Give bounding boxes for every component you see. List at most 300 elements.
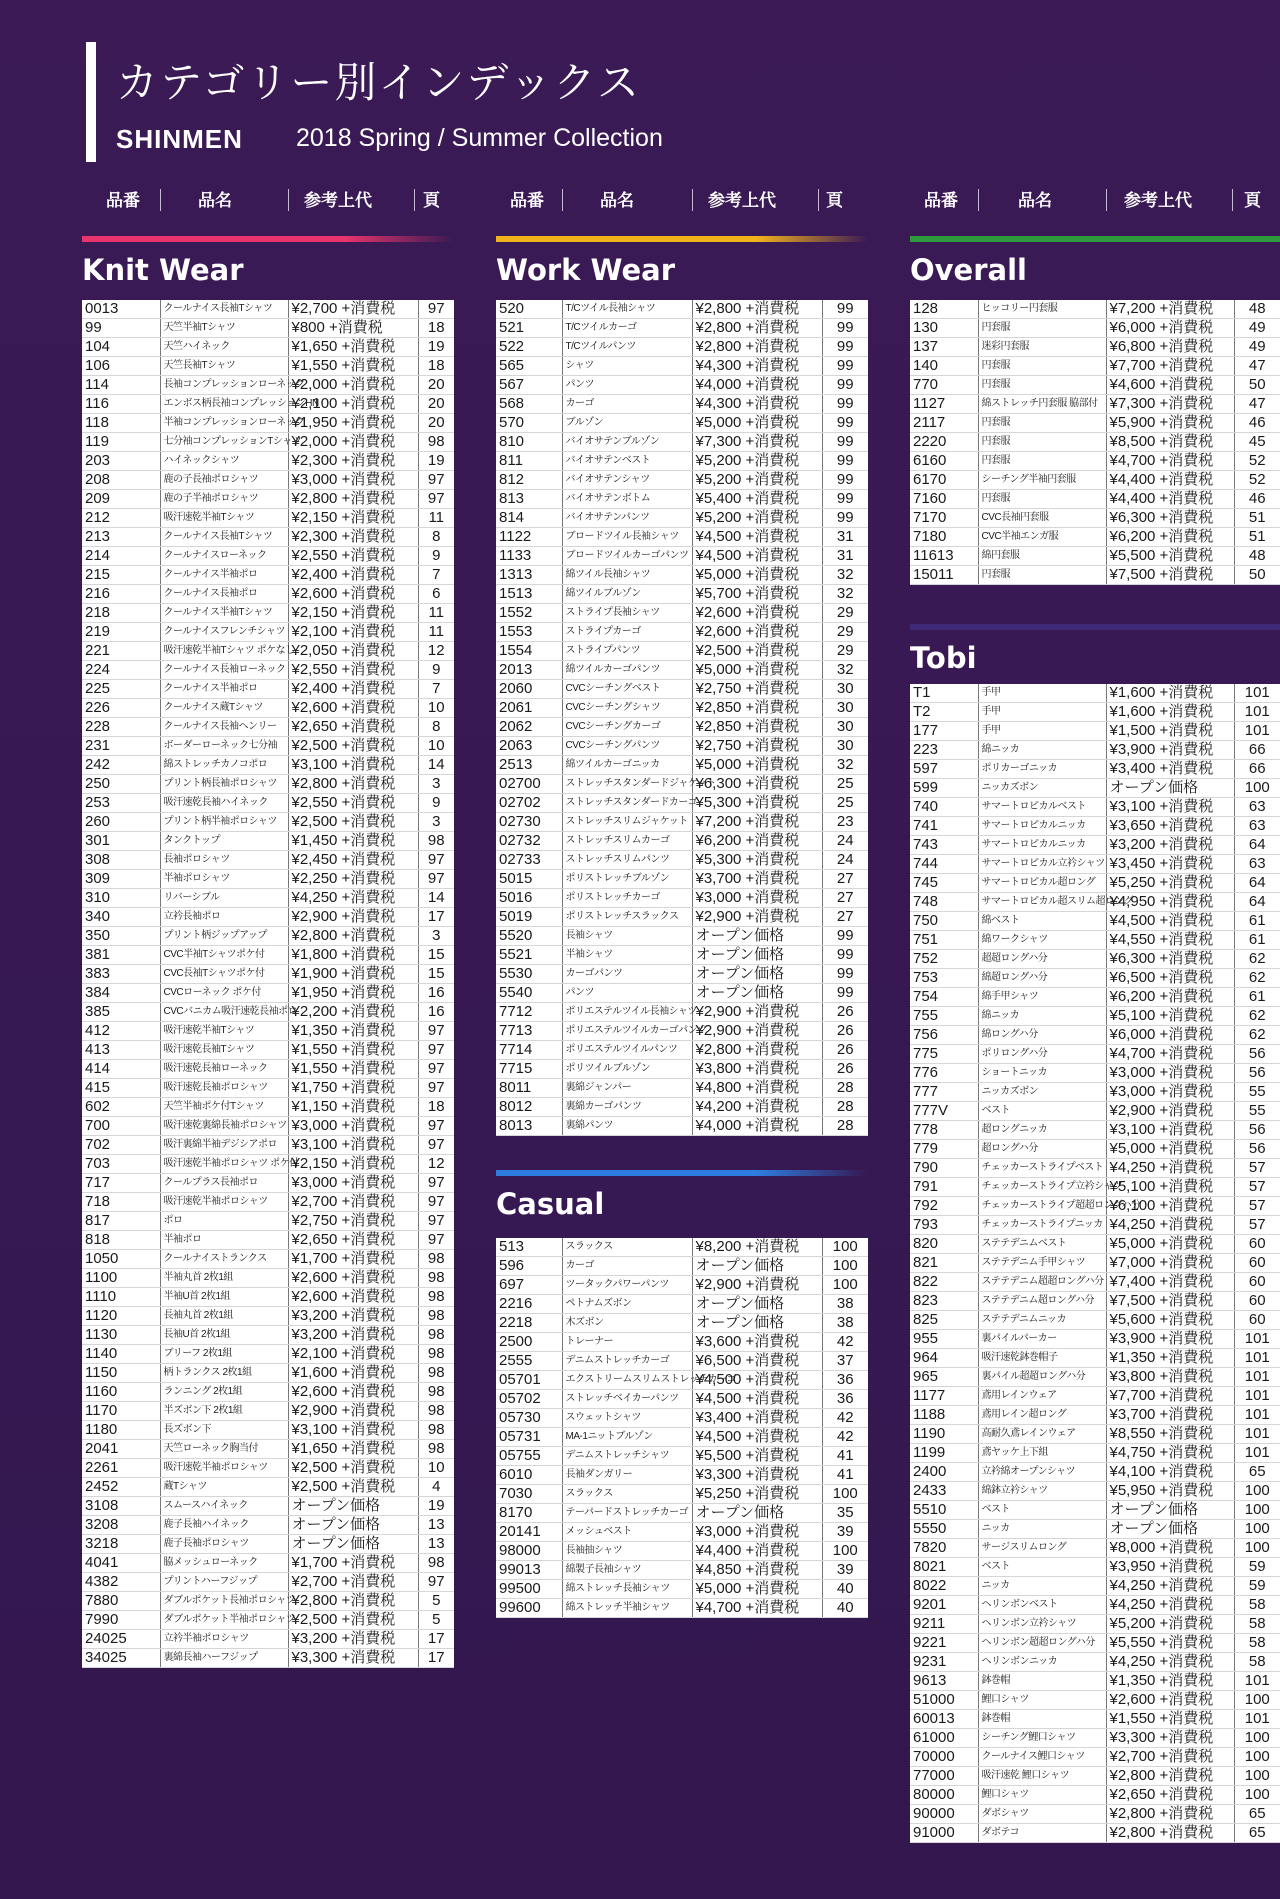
item-price: ¥4,500 +消費税	[692, 1428, 822, 1447]
item-page: 101	[1234, 1425, 1280, 1444]
item-code: 216	[82, 585, 160, 604]
column-header-page: 頁	[423, 191, 440, 211]
table-row	[82, 642, 454, 661]
item-page: 27	[822, 908, 868, 927]
item-name: クールナイス半袖Tシャツ	[160, 604, 288, 623]
brand-name: SHINMEN	[116, 124, 243, 154]
item-page: 31	[822, 528, 868, 547]
item-page: 24	[822, 851, 868, 870]
table-row	[910, 1121, 1280, 1140]
table-row	[82, 1250, 454, 1269]
table-row	[496, 965, 868, 984]
item-page: 98	[418, 1307, 454, 1326]
item-page: 98	[418, 832, 454, 851]
table-row	[82, 1630, 454, 1649]
table-row	[82, 471, 454, 490]
table-row	[910, 1710, 1280, 1729]
section-overall	[910, 236, 1280, 290]
item-page: 100	[1234, 1482, 1280, 1501]
item-price: ¥4,250 +消費税	[1106, 1596, 1234, 1615]
overall-table	[910, 300, 1280, 585]
item-name: T/Cツイルカーゴ	[562, 319, 692, 338]
table-row	[910, 1634, 1280, 1653]
item-name: 半袖丸首 2枚1組	[160, 1269, 288, 1288]
item-name: ポリツイルブルゾン	[562, 1060, 692, 1079]
item-name: 吸汗速乾裏綿長袖ポロシャツ	[160, 1117, 288, 1136]
item-name: ヘリンボンニッカ	[978, 1653, 1106, 1672]
item-code: 6010	[496, 1466, 562, 1485]
item-code: 520	[496, 300, 562, 319]
table-row	[910, 566, 1280, 585]
item-price: ¥2,800 +消費税	[1106, 1767, 1234, 1786]
item-price: ¥3,300 +消費税	[692, 1466, 822, 1485]
item-page: 32	[822, 585, 868, 604]
table-row	[496, 490, 868, 509]
item-name: 吸汗速乾長袖Tシャツ	[160, 1041, 288, 1060]
item-name: ポリストレッチカーゴ	[562, 889, 692, 908]
item-name: 立衿綿オープンシャツ	[978, 1463, 1106, 1482]
item-code: 777	[910, 1083, 978, 1102]
item-name: メッシュベスト	[562, 1523, 692, 1542]
item-name: サマートロピカル超ロング	[978, 874, 1106, 893]
item-page: 12	[418, 642, 454, 661]
item-page: 99	[822, 376, 868, 395]
item-name: クールナイストランクス	[160, 1250, 288, 1269]
table-row	[82, 1364, 454, 1383]
item-page: 101	[1234, 1406, 1280, 1425]
table-row	[496, 376, 868, 395]
table-row	[910, 414, 1280, 433]
item-price: ¥7,500 +消費税	[1106, 1292, 1234, 1311]
table-row	[82, 1269, 454, 1288]
item-page: 98	[418, 1364, 454, 1383]
item-name: 半袖ポロシャツ	[160, 870, 288, 889]
item-name: 円套服	[978, 376, 1106, 395]
item-code: 221	[82, 642, 160, 661]
item-page: 101	[1234, 1387, 1280, 1406]
item-name: 高耐久鳶レインウェア	[978, 1425, 1106, 1444]
item-price: ¥5,000 +消費税	[1106, 1140, 1234, 1159]
item-code: 602	[82, 1098, 160, 1117]
table-row	[496, 813, 868, 832]
item-page: 65	[1234, 1805, 1280, 1824]
item-price: ¥7,400 +消費税	[1106, 1273, 1234, 1292]
item-code: 413	[82, 1041, 160, 1060]
item-code: 740	[910, 798, 978, 817]
item-price: ¥5,500 +消費税	[692, 1447, 822, 1466]
table-row	[910, 798, 1280, 817]
item-page: 8	[418, 528, 454, 547]
item-page: 4	[418, 1478, 454, 1497]
item-code: 2063	[496, 737, 562, 756]
item-page: 100	[1234, 1691, 1280, 1710]
table-row	[82, 1345, 454, 1364]
item-page: 101	[1234, 1330, 1280, 1349]
item-price: ¥2,600 +消費税	[288, 699, 418, 718]
item-name: 半ズボン下 2枚1組	[160, 1402, 288, 1421]
item-price: ¥2,500 +消費税	[288, 1478, 418, 1497]
item-price: ¥8,000 +消費税	[1106, 1539, 1234, 1558]
item-page: 62	[1234, 969, 1280, 988]
item-price: ¥6,200 +消費税	[1106, 988, 1234, 1007]
item-name: クールナイス長袖Tシャツ	[160, 300, 288, 319]
item-code: 1160	[82, 1383, 160, 1402]
item-name: カーゴ	[562, 1257, 692, 1276]
table-row	[82, 718, 454, 737]
item-code: 7990	[82, 1611, 160, 1630]
item-price: ¥3,950 +消費税	[1106, 1558, 1234, 1577]
item-code: 218	[82, 604, 160, 623]
item-name: ポロ	[160, 1212, 288, 1231]
item-price: ¥2,500 +消費税	[288, 737, 418, 756]
item-price: ¥2,450 +消費税	[288, 851, 418, 870]
item-code: 02732	[496, 832, 562, 851]
item-page: 29	[822, 604, 868, 623]
item-code: 7880	[82, 1592, 160, 1611]
item-page: 99	[822, 395, 868, 414]
table-row	[82, 794, 454, 813]
item-page: 57	[1234, 1159, 1280, 1178]
item-page: 42	[822, 1333, 868, 1352]
table-row	[496, 794, 868, 813]
item-page: 10	[418, 699, 454, 718]
item-code: 104	[82, 338, 160, 357]
item-page: 99	[822, 927, 868, 946]
item-code: 99	[82, 319, 160, 338]
item-code: 7712	[496, 1003, 562, 1022]
item-price: ¥3,400 +消費税	[692, 1409, 822, 1428]
table-row	[82, 1535, 454, 1554]
item-price: ¥3,600 +消費税	[692, 1333, 822, 1352]
item-code: 99013	[496, 1561, 562, 1580]
item-price: ¥1,750 +消費税	[288, 1079, 418, 1098]
item-code: 8012	[496, 1098, 562, 1117]
item-price: オープン価格	[692, 1295, 822, 1314]
item-name: CVCシーチングベスト	[562, 680, 692, 699]
item-code: 755	[910, 1007, 978, 1026]
table-row	[82, 1592, 454, 1611]
item-code: 817	[82, 1212, 160, 1231]
item-page: 55	[1234, 1083, 1280, 1102]
item-code: 381	[82, 946, 160, 965]
item-page: 32	[822, 661, 868, 680]
item-price: ¥6,500 +消費税	[1106, 969, 1234, 988]
item-code: 203	[82, 452, 160, 471]
item-name: 手甲	[978, 722, 1106, 741]
item-name: クールナイス鯉口シャツ	[978, 1748, 1106, 1767]
table-row	[82, 908, 454, 927]
table-row	[82, 1041, 454, 1060]
table-row	[496, 661, 868, 680]
item-price: オープン価格	[692, 946, 822, 965]
table-row	[910, 1102, 1280, 1121]
table-row	[910, 490, 1280, 509]
item-page: 58	[1234, 1653, 1280, 1672]
item-code: 80000	[910, 1786, 978, 1805]
item-page: 64	[1234, 836, 1280, 855]
item-price: オープン価格	[692, 1257, 822, 1276]
item-page: 5	[418, 1611, 454, 1630]
item-page: 41	[822, 1466, 868, 1485]
item-price: ¥5,400 +消費税	[692, 490, 822, 509]
item-price: ¥2,100 +消費税	[288, 1345, 418, 1364]
item-code: 5530	[496, 965, 562, 984]
item-page: 100	[822, 1485, 868, 1504]
table-row	[82, 1497, 454, 1516]
item-code: 744	[910, 855, 978, 874]
table-row	[82, 661, 454, 680]
item-name: ストライプパンツ	[562, 642, 692, 661]
item-name: ダブルポケット半袖ポロシャツ	[160, 1611, 288, 1630]
item-page: 20	[418, 414, 454, 433]
item-name: サマートロピカル立衿シャツ	[978, 855, 1106, 874]
item-name: 鳶ヤッケ上下組	[978, 1444, 1106, 1463]
item-code: 1127	[910, 395, 978, 414]
item-price: ¥6,000 +消費税	[1106, 1026, 1234, 1045]
item-page: 99	[822, 946, 868, 965]
table-row	[496, 870, 868, 889]
item-page: 52	[1234, 471, 1280, 490]
item-page: 99	[822, 300, 868, 319]
section-tobi	[910, 624, 1280, 678]
item-name: 綿ストレッチ長袖シャツ	[562, 1580, 692, 1599]
item-price: ¥2,000 +消費税	[288, 376, 418, 395]
item-code: 4041	[82, 1554, 160, 1573]
item-price: ¥1,350 +消費税	[1106, 1349, 1234, 1368]
item-page: 100	[822, 1276, 868, 1295]
item-code: 1150	[82, 1364, 160, 1383]
table-row	[82, 737, 454, 756]
table-row	[496, 851, 868, 870]
table-row	[82, 1307, 454, 1326]
item-page: 63	[1234, 798, 1280, 817]
item-page: 97	[418, 1041, 454, 1060]
item-page: 57	[1234, 1197, 1280, 1216]
item-name: エクストリームスリムストレッチカーゴ	[562, 1371, 692, 1390]
item-name: クールナイス半袖ポロ	[160, 566, 288, 585]
table-row	[496, 756, 868, 775]
item-code: 1110	[82, 1288, 160, 1307]
item-name: 鉢巻帽	[978, 1710, 1106, 1729]
item-price: オープン価格	[1106, 1501, 1234, 1520]
table-row	[82, 1326, 454, 1345]
item-name: トレーナー	[562, 1333, 692, 1352]
table-row	[82, 756, 454, 775]
item-page: 9	[418, 547, 454, 566]
item-price: ¥3,100 +消費税	[1106, 1121, 1234, 1140]
table-row	[496, 832, 868, 851]
item-name: 吸汗速乾半袖ポロシャツ	[160, 1193, 288, 1212]
item-price: ¥2,500 +消費税	[692, 642, 822, 661]
item-price: ¥3,300 +消費税	[288, 1649, 418, 1668]
item-page: 19	[418, 1497, 454, 1516]
item-price: ¥4,300 +消費税	[692, 357, 822, 376]
item-code: 1122	[496, 528, 562, 547]
item-price: ¥1,700 +消費税	[288, 1554, 418, 1573]
item-name: 綿ストレッチ半袖シャツ	[562, 1599, 692, 1618]
item-price: ¥2,900 +消費税	[692, 1276, 822, 1295]
item-price: ¥6,500 +消費税	[692, 1352, 822, 1371]
item-name: ポリエステルツイルカーゴパンツ	[562, 1022, 692, 1041]
item-code: 15011	[910, 566, 978, 585]
item-code: 70000	[910, 1748, 978, 1767]
item-code: 51000	[910, 1691, 978, 1710]
item-code: T2	[910, 703, 978, 722]
table-row	[910, 722, 1280, 741]
item-page: 58	[1234, 1634, 1280, 1653]
table-row	[496, 604, 868, 623]
item-price: ¥2,150 +消費税	[288, 509, 418, 528]
table-row	[910, 817, 1280, 836]
item-code: 599	[910, 779, 978, 798]
item-page: 40	[822, 1580, 868, 1599]
item-name: ストレッチスリムジャケット	[562, 813, 692, 832]
item-page: 26	[822, 1060, 868, 1079]
item-price: ¥2,050 +消費税	[288, 642, 418, 661]
table-row	[496, 718, 868, 737]
item-price: ¥5,200 +消費税	[692, 509, 822, 528]
item-price: ¥4,000 +消費税	[692, 376, 822, 395]
table-row	[910, 509, 1280, 528]
item-code: 415	[82, 1079, 160, 1098]
item-code: 779	[910, 1140, 978, 1159]
item-code: 5015	[496, 870, 562, 889]
column-header-code: 品番	[924, 191, 958, 211]
item-price: ¥5,100 +消費税	[1106, 1178, 1234, 1197]
item-name: ストライプ長袖シャツ	[562, 604, 692, 623]
table-row	[496, 1390, 868, 1409]
table-row	[496, 338, 868, 357]
table-row	[910, 376, 1280, 395]
item-page: 11	[418, 509, 454, 528]
item-page: 99	[822, 471, 868, 490]
item-code: 7714	[496, 1041, 562, 1060]
item-page: 52	[1234, 452, 1280, 471]
item-page: 24	[822, 832, 868, 851]
item-price: ¥3,700 +消費税	[1106, 1406, 1234, 1425]
item-price: ¥2,800 +消費税	[288, 775, 418, 794]
item-name: 円套服	[978, 319, 1106, 338]
item-code: 2433	[910, 1482, 978, 1501]
item-code: 224	[82, 661, 160, 680]
item-code: 814	[496, 509, 562, 528]
item-code: 565	[496, 357, 562, 376]
item-name: 吸汗速乾半袖ポロシャツ ポケ付	[160, 1155, 288, 1174]
item-code: 1554	[496, 642, 562, 661]
tobi-table	[910, 684, 1280, 1843]
item-name: ベスト	[978, 1102, 1106, 1121]
item-code: 9221	[910, 1634, 978, 1653]
item-name: エンボス柄長袖コンプレッションHN	[160, 395, 288, 414]
table-row	[496, 984, 868, 1003]
item-code: 2452	[82, 1478, 160, 1497]
table-row	[910, 1235, 1280, 1254]
item-page: 99	[822, 965, 868, 984]
item-name: スウェットシャツ	[562, 1409, 692, 1428]
item-name: ステテデニムニッカ	[978, 1311, 1106, 1330]
item-code: 1513	[496, 585, 562, 604]
column-header-price: 参考上代	[1124, 191, 1192, 211]
item-name: 長袖シャツ	[562, 927, 692, 946]
item-code: 231	[82, 737, 160, 756]
table-row	[910, 684, 1280, 703]
item-price: ¥2,900 +消費税	[692, 1022, 822, 1041]
item-price: ¥4,500 +消費税	[692, 1371, 822, 1390]
item-page: 98	[418, 433, 454, 452]
item-code: 05755	[496, 1447, 562, 1466]
item-code: 791	[910, 1178, 978, 1197]
item-name: クールナイス長袖ポロ	[160, 585, 288, 604]
item-page: 20	[418, 395, 454, 414]
item-page: 25	[822, 775, 868, 794]
table-row	[82, 1573, 454, 1592]
item-code: 11613	[910, 547, 978, 566]
column-header-code: 品番	[106, 191, 140, 211]
item-name: 綿鉢立衿シャツ	[978, 1482, 1106, 1501]
table-row	[910, 1349, 1280, 1368]
item-name: ポリカーゴニッカ	[978, 760, 1106, 779]
item-name: ダボテコ	[978, 1824, 1106, 1843]
item-price: ¥4,700 +消費税	[692, 1599, 822, 1618]
item-code: 825	[910, 1311, 978, 1330]
item-page: 49	[1234, 338, 1280, 357]
table-row	[910, 1805, 1280, 1824]
item-name: 天竺ローネック胸当付	[160, 1440, 288, 1459]
item-price: ¥1,550 +消費税	[288, 357, 418, 376]
item-code: 9211	[910, 1615, 978, 1634]
table-row	[82, 1383, 454, 1402]
item-page: 60	[1234, 1273, 1280, 1292]
item-page: 97	[418, 1060, 454, 1079]
item-name: ブリーフ 2枚1組	[160, 1345, 288, 1364]
table-row	[82, 1079, 454, 1098]
item-name: ブロードツイルカーゴパンツ	[562, 547, 692, 566]
item-page: 15	[418, 965, 454, 984]
item-page: 100	[1234, 1539, 1280, 1558]
item-code: 130	[910, 319, 978, 338]
table-row	[910, 1520, 1280, 1539]
item-page: 61	[1234, 988, 1280, 1007]
item-name: 裏パイルパーカー	[978, 1330, 1106, 1349]
item-name: CVCローネック ポケ付	[160, 984, 288, 1003]
table-row	[82, 832, 454, 851]
item-page: 38	[822, 1295, 868, 1314]
table-row	[910, 1767, 1280, 1786]
item-name: 手甲	[978, 703, 1106, 722]
item-page: 9	[418, 794, 454, 813]
item-page: 30	[822, 680, 868, 699]
item-page: 100	[1234, 1729, 1280, 1748]
item-code: 140	[910, 357, 978, 376]
table-row	[910, 855, 1280, 874]
item-page: 51	[1234, 528, 1280, 547]
item-price: ¥7,200 +消費税	[692, 813, 822, 832]
item-code: 3218	[82, 1535, 160, 1554]
item-name: CVC長袖円套服	[978, 509, 1106, 528]
item-price: ¥2,800 +消費税	[692, 319, 822, 338]
item-page: 17	[418, 1630, 454, 1649]
item-price: ¥5,250 +消費税	[692, 1485, 822, 1504]
item-price: ¥3,200 +消費税	[1106, 836, 1234, 855]
item-code: 750	[910, 912, 978, 931]
item-price: ¥800 +消費税	[288, 319, 418, 338]
item-name: ニッカ	[978, 1577, 1106, 1596]
table-row	[496, 566, 868, 585]
table-row	[910, 779, 1280, 798]
item-page: 98	[418, 1554, 454, 1573]
item-price: ¥5,100 +消費税	[1106, 1007, 1234, 1026]
table-row	[910, 1615, 1280, 1634]
